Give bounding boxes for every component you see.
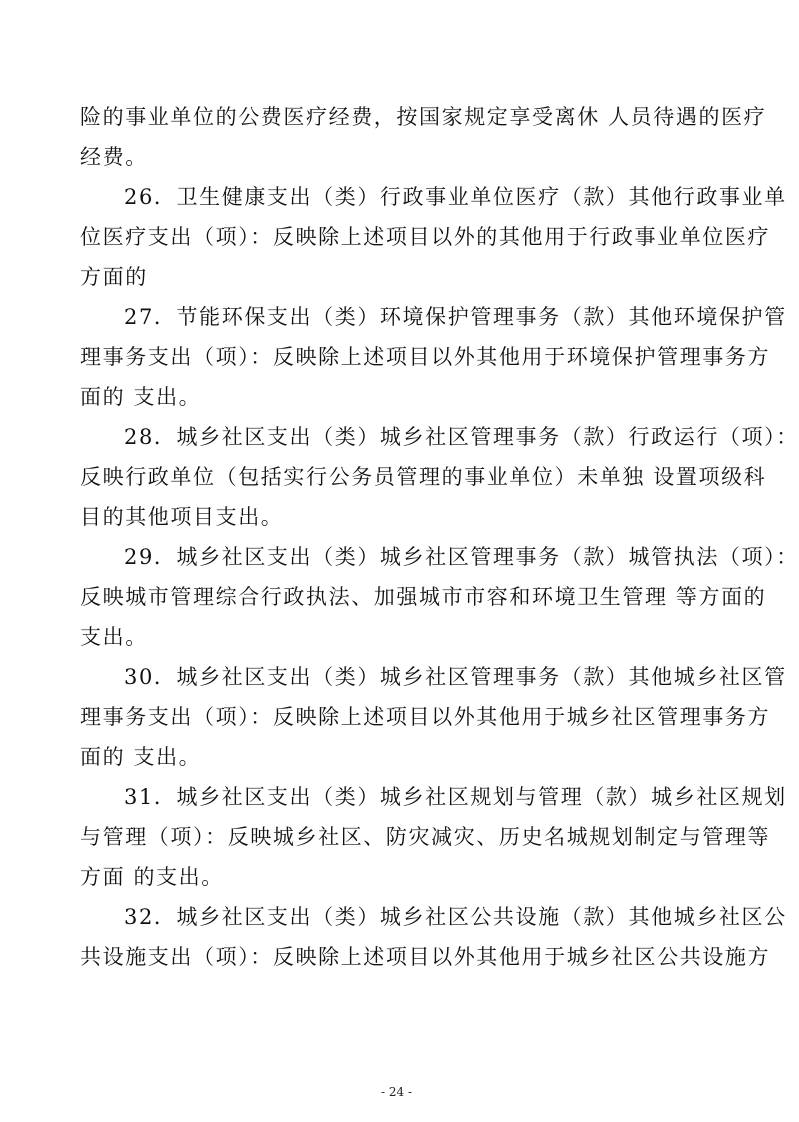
text-line: 支出。 xyxy=(80,625,148,649)
text-line: 经费。 xyxy=(80,145,148,169)
paragraph-27-line: 27．节能环保支出（类）环境保护管理事务（款）其他环境保护管 xyxy=(124,305,787,329)
paragraph-29-line: 29．城乡社区支出（类）城乡社区管理事务（款）城管执法（项）： xyxy=(124,545,799,569)
text-line: 位医疗支出（项）：反映除上述项目以外的其他用于行政事业单位医疗 xyxy=(80,225,771,249)
text-line: 反映城市管理综合行政执法、加强城市市容和环境卫生管理 等方面的 xyxy=(80,585,767,609)
page-number: - 24 - xyxy=(380,1085,412,1099)
text-line: 反映行政单位（包括实行公务员管理的事业单位）未单独 设置项级科 xyxy=(80,465,767,489)
text-line: 理事务支出（项）：反映除上述项目以外其他用于环境保护管理事务方 xyxy=(80,345,771,369)
paragraph-31-line: 31．城乡社区支出（类）城乡社区规划与管理（款）城乡社区规划 xyxy=(124,785,787,809)
document-body xyxy=(80,97,799,977)
text-line: 方面 的支出。 xyxy=(80,865,224,889)
text-line: 方面的 xyxy=(80,265,148,289)
text-line: 面的 支出。 xyxy=(80,385,202,409)
text-line: 面的 支出。 xyxy=(80,745,202,769)
text-line: 险的事业单位的公费医疗经费，按国家规定享受离休 人员待遇的医疗 xyxy=(80,105,767,129)
text-line: 目的其他项目支出。 xyxy=(80,505,284,529)
text-line: 与管理（项）：反映城乡社区、防灾减灾、历史名城规划制定与管理等 xyxy=(80,825,771,849)
text-line: 理事务支出（项）：反映除上述项目以外其他用于城乡社区管理事务方 xyxy=(80,705,771,729)
paragraph-26-line: 26．卫生健康支出（类）行政事业单位医疗（款）其他行政事业单 xyxy=(124,185,787,209)
paragraph-30-line: 30．城乡社区支出（类）城乡社区管理事务（款）其他城乡社区管 xyxy=(124,665,787,689)
paragraph-32-line: 32．城乡社区支出（类）城乡社区公共设施（款）其他城乡社区公 xyxy=(124,905,787,929)
text-line: 共设施支出（项）：反映除上述项目以外其他用于城乡社区公共设施方 xyxy=(80,945,771,969)
paragraph-28-line: 28．城乡社区支出（类）城乡社区管理事务（款）行政运行（项）： xyxy=(124,425,799,449)
